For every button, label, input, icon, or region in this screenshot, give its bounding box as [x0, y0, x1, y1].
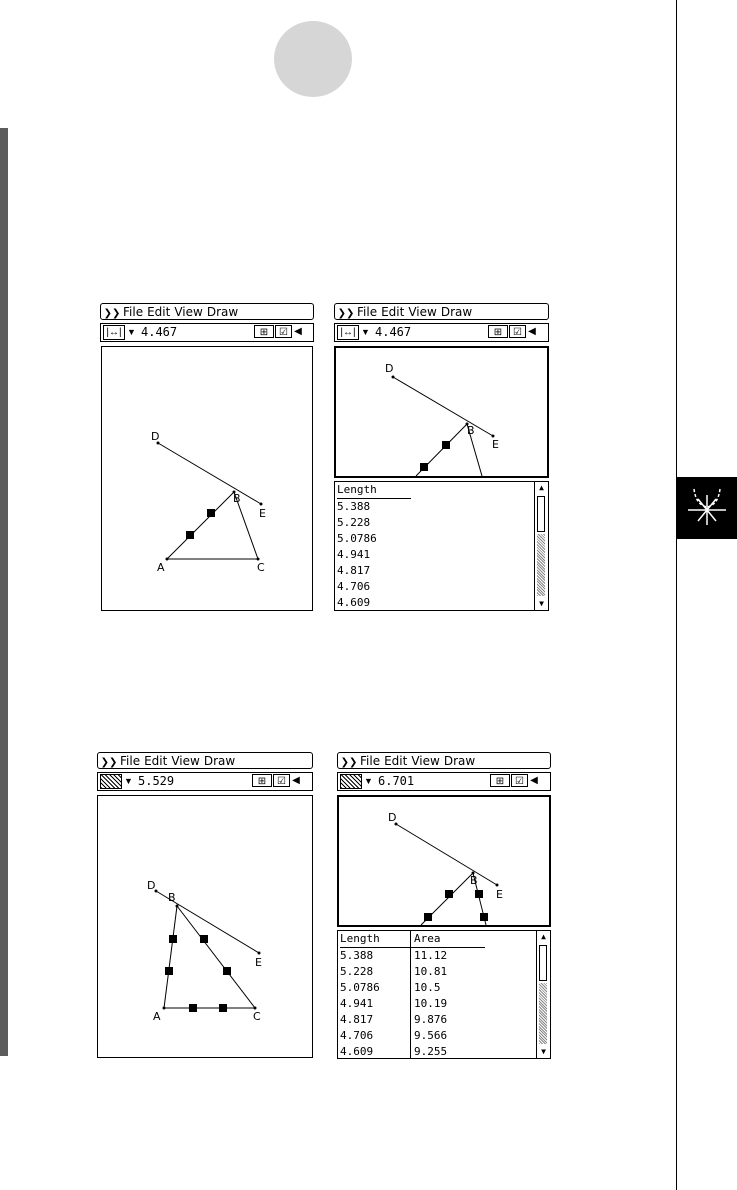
table-row-area[interactable]: 10.19 — [414, 997, 448, 1010]
table-row[interactable]: 4.817 — [337, 564, 371, 577]
selection-handle[interactable] — [480, 913, 488, 921]
measurement-value[interactable]: 6.701 — [378, 774, 415, 788]
point-label-d: D — [151, 430, 160, 443]
geometry-canvas[interactable] — [97, 795, 313, 1058]
selection-handle[interactable] — [475, 890, 483, 898]
menu-view[interactable]: View — [408, 305, 437, 319]
point-label-e: E — [492, 438, 499, 451]
checkbox-icon[interactable]: ☑ — [275, 325, 292, 338]
menu-chevron-icon[interactable]: ❯❯ — [100, 757, 118, 768]
geometry-canvas[interactable] — [101, 346, 313, 611]
left-arrow-icon[interactable]: ◀ — [528, 326, 536, 337]
table-view-icon[interactable]: ⊞ — [254, 325, 274, 338]
selection-handle[interactable] — [165, 967, 173, 975]
area-measure-icon[interactable] — [100, 774, 122, 789]
menu-chevron-icon[interactable]: ❯❯ — [340, 757, 358, 768]
column-header-length: Length — [337, 483, 377, 496]
measurement-toolbar — [97, 772, 313, 791]
table-row[interactable]: 4.706 — [340, 1029, 374, 1042]
selection-handle[interactable] — [442, 441, 450, 449]
menu-chevron-icon[interactable]: ❯❯ — [103, 308, 121, 319]
table-row[interactable]: 4.706 — [337, 580, 371, 593]
selection-handle[interactable] — [169, 935, 177, 943]
menu-bar — [97, 752, 313, 769]
selection-handle[interactable] — [420, 463, 428, 471]
measurement-value[interactable]: 4.467 — [141, 325, 178, 339]
point-label-d: D — [388, 811, 397, 824]
table-view-icon[interactable]: ⊞ — [488, 325, 508, 338]
point-label-d: D — [385, 362, 394, 375]
point-label-e: E — [496, 888, 503, 901]
table-row[interactable]: 4.817 — [340, 1013, 374, 1026]
scroll-down-icon[interactable]: ▼ — [539, 599, 544, 608]
menu-file[interactable]: File — [120, 754, 141, 768]
scroll-up-icon[interactable]: ▲ — [539, 483, 544, 492]
menu-draw[interactable]: Draw — [443, 754, 476, 768]
scrollbar[interactable] — [536, 931, 550, 1058]
measurement-toolbar — [100, 323, 314, 342]
table-row[interactable]: 4.609 — [337, 596, 371, 609]
point-label-b: B — [467, 424, 475, 437]
menu-chevron-icon[interactable]: ❯❯ — [337, 308, 355, 319]
selection-handle[interactable] — [223, 967, 231, 975]
table-row-area[interactable]: 11.12 — [414, 949, 448, 962]
menu-draw[interactable]: Draw — [440, 305, 473, 319]
measurement-toolbar — [337, 772, 551, 791]
table-row-area[interactable]: 10.5 — [414, 981, 441, 994]
left-arrow-icon[interactable]: ◀ — [294, 326, 302, 337]
menu-draw[interactable]: Draw — [206, 305, 239, 319]
column-header-area: Area — [414, 932, 441, 945]
selection-handle[interactable] — [207, 509, 215, 517]
measurement-value[interactable]: 5.529 — [138, 774, 175, 788]
table-row[interactable]: 5.228 — [340, 965, 374, 978]
column-header-length: Length — [340, 932, 380, 945]
table-row[interactable]: 5.388 — [337, 500, 371, 513]
segment-de — [158, 443, 261, 504]
table-view-icon[interactable]: ⊞ — [252, 774, 272, 787]
selection-handle[interactable] — [219, 1004, 227, 1012]
selection-handle[interactable] — [200, 935, 208, 943]
menu-edit[interactable]: Edit — [381, 305, 405, 319]
point-label-c: C — [253, 1010, 261, 1023]
table-row[interactable]: 5.388 — [340, 949, 374, 962]
table-row-area[interactable]: 10.81 — [414, 965, 448, 978]
table-row[interactable]: 5.228 — [337, 516, 371, 529]
selection-handle[interactable] — [424, 913, 432, 921]
menu-edit[interactable]: Edit — [147, 305, 171, 319]
menu-edit[interactable]: Edit — [384, 754, 408, 768]
dropdown-arrow-icon[interactable]: ▼ — [364, 776, 373, 786]
scroll-up-icon[interactable]: ▲ — [541, 932, 546, 941]
area-measure-icon[interactable] — [340, 774, 362, 789]
menu-bar — [334, 303, 549, 320]
point-label-e: E — [255, 956, 262, 969]
point-label-b: B — [233, 492, 241, 505]
dropdown-arrow-icon[interactable]: ▼ — [361, 327, 370, 337]
menu-file[interactable]: File — [357, 305, 378, 319]
length-measure-icon[interactable]: |↔| — [337, 325, 359, 340]
dropdown-arrow-icon[interactable]: ▼ — [124, 776, 133, 786]
scroll-thumb[interactable] — [537, 496, 545, 532]
left-margin-bar — [0, 128, 8, 1056]
geometry-app-icon — [676, 477, 737, 539]
menu-file[interactable]: File — [123, 305, 144, 319]
checkbox-icon[interactable]: ☑ — [509, 325, 526, 338]
measurement-toolbar — [334, 323, 549, 342]
point-label-e: E — [259, 507, 266, 520]
dropdown-arrow-icon[interactable]: ▼ — [127, 327, 136, 337]
menu-file[interactable]: File — [360, 754, 381, 768]
table-row[interactable]: 4.941 — [337, 548, 371, 561]
menu-view[interactable]: View — [171, 754, 200, 768]
right-margin-line — [676, 0, 677, 1190]
menu-view[interactable]: View — [174, 305, 203, 319]
scrollbar[interactable] — [534, 482, 548, 610]
menu-edit[interactable]: Edit — [144, 754, 168, 768]
table-row-area[interactable]: 9.255 — [414, 1045, 448, 1058]
chapter-circle-marker — [274, 21, 352, 97]
selection-handle[interactable] — [186, 531, 194, 539]
table-row[interactable]: 5.0786 — [337, 532, 377, 545]
point-label-d: D — [147, 879, 156, 892]
table-row-area[interactable]: 9.876 — [414, 1013, 448, 1026]
checkbox-icon[interactable]: ☑ — [273, 774, 290, 787]
menu-bar — [100, 303, 314, 320]
left-arrow-icon[interactable]: ◀ — [530, 775, 538, 786]
segment-ab — [167, 492, 234, 559]
menu-draw[interactable]: Draw — [203, 754, 236, 768]
point-label-b: B — [470, 874, 478, 887]
left-arrow-icon[interactable]: ◀ — [292, 775, 300, 786]
measurement-value[interactable]: 4.467 — [375, 325, 412, 339]
checkbox-icon[interactable]: ☑ — [511, 774, 528, 787]
geometry-canvas[interactable] — [337, 795, 551, 927]
scroll-down-icon[interactable]: ▼ — [541, 1047, 546, 1056]
length-measure-icon[interactable]: |↔| — [103, 325, 125, 340]
geometry-chapter-tab — [676, 477, 737, 539]
point-label-c: C — [257, 561, 265, 574]
menu-bar — [337, 752, 551, 769]
geometry-canvas[interactable] — [334, 346, 549, 478]
table-row[interactable]: 4.609 — [340, 1045, 374, 1058]
table-row[interactable]: 4.941 — [340, 997, 374, 1010]
point-label-b: B — [168, 891, 176, 904]
table-row-area[interactable]: 9.566 — [414, 1029, 448, 1042]
menu-view[interactable]: View — [411, 754, 440, 768]
point-label-a: A — [153, 1010, 161, 1023]
point-label-a: A — [157, 561, 165, 574]
scroll-thumb[interactable] — [539, 945, 547, 981]
selection-handle[interactable] — [445, 890, 453, 898]
table-row[interactable]: 5.0786 — [340, 981, 380, 994]
measurement-table[interactable] — [337, 930, 551, 1059]
table-view-icon[interactable]: ⊞ — [490, 774, 510, 787]
selection-handle[interactable] — [189, 1004, 197, 1012]
measurement-table[interactable] — [334, 481, 549, 611]
